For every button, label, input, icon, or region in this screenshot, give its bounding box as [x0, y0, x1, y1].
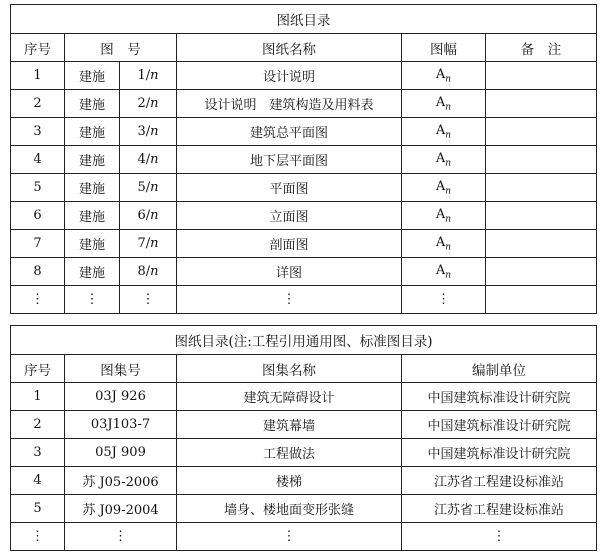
row-prefix: 建施	[65, 174, 120, 202]
row-atlas-no: 苏 J09-2004	[65, 495, 177, 523]
table-row	[11, 90, 597, 118]
row-size	[402, 230, 486, 258]
row-number-text: 7/	[137, 236, 151, 251]
row-org: 中国建筑标准设计研究院	[402, 411, 597, 439]
row-name: 详图	[177, 258, 402, 286]
ellipsis-cell	[486, 286, 597, 314]
row-org: 江苏省工程建设标准站	[402, 467, 597, 495]
row-remark	[486, 174, 597, 202]
ellipsis-row	[11, 286, 597, 314]
row-number-text: 1/	[137, 68, 151, 83]
table-row	[11, 230, 597, 258]
row-number	[120, 174, 177, 202]
row-name: 建筑总平面图	[177, 118, 402, 146]
row-prefix: 建施	[65, 202, 120, 230]
row-prefix: 建施	[65, 258, 120, 286]
row-number-n: n	[150, 96, 159, 111]
row-number	[120, 118, 177, 146]
row-number-text: 8/	[137, 264, 151, 279]
row-seq: 1	[11, 383, 65, 411]
row-size-sub: n	[445, 102, 452, 113]
table-row	[11, 383, 597, 411]
row-size	[402, 62, 486, 90]
row-org: 中国建筑标准设计研究院	[402, 383, 597, 411]
header-seq: 序号	[11, 355, 65, 383]
table-caption: 图纸目录	[11, 5, 597, 34]
row-size	[402, 118, 486, 146]
row-remark	[486, 90, 597, 118]
table-caption: 图纸目录(注:工程引用通用图、标准图目录)	[11, 326, 597, 355]
row-number-n: n	[150, 124, 159, 139]
row-atlas-no: 03J 926	[65, 383, 177, 411]
row-size	[402, 146, 486, 174]
row-name: 设计说明 建筑构造及用料表	[177, 90, 402, 118]
row-size-letter: A	[435, 150, 446, 166]
row-org: 江苏省工程建设标准站	[402, 495, 597, 523]
row-size	[402, 90, 486, 118]
ellipsis-cell: ⋮	[177, 286, 402, 314]
row-seq: 2	[11, 411, 65, 439]
header-seq: 序号	[11, 34, 65, 62]
ellipsis-cell: ⋮	[11, 523, 65, 551]
row-prefix: 建施	[65, 146, 120, 174]
table-row	[11, 467, 597, 495]
row-size-letter: A	[435, 66, 446, 82]
row-remark	[486, 62, 597, 90]
row-seq: 5	[11, 174, 65, 202]
ellipsis-cell: ⋮	[177, 523, 402, 551]
row-seq: 6	[11, 202, 65, 230]
table-row	[11, 495, 597, 523]
row-number	[120, 258, 177, 286]
row-number	[120, 146, 177, 174]
row-seq: 2	[11, 90, 65, 118]
row-size-sub: n	[445, 158, 452, 169]
row-number	[120, 62, 177, 90]
header-drawing-no: 图 号	[65, 34, 177, 62]
row-number-text: 3/	[137, 124, 151, 139]
row-seq: 7	[11, 230, 65, 258]
row-size	[402, 258, 486, 286]
row-seq: 4	[11, 467, 65, 495]
drawing-list-table	[10, 4, 597, 314]
table-row	[11, 258, 597, 286]
row-number-text: 5/	[137, 180, 151, 195]
row-number-text: 6/	[137, 208, 151, 223]
row-size-letter: A	[435, 178, 446, 194]
row-remark	[486, 202, 597, 230]
row-size-letter: A	[435, 262, 446, 278]
header-name: 图纸名称	[177, 34, 402, 62]
header-size: 图幅	[402, 34, 486, 62]
row-atlas-no: 苏 J05-2006	[65, 467, 177, 495]
ellipsis-cell: ⋮	[65, 286, 120, 314]
standard-atlas-table	[10, 325, 597, 551]
header-remark: 备 注	[486, 34, 597, 62]
row-size-letter: A	[435, 206, 446, 222]
row-number-n: n	[150, 236, 159, 251]
header-atlas-name: 图集名称	[177, 355, 402, 383]
row-seq: 8	[11, 258, 65, 286]
row-number-text: 4/	[137, 152, 151, 167]
row-number	[120, 230, 177, 258]
header-atlas-no: 图集号	[65, 355, 177, 383]
row-number	[120, 202, 177, 230]
row-name: 立面图	[177, 202, 402, 230]
row-prefix: 建施	[65, 62, 120, 90]
row-size-sub: n	[445, 130, 452, 141]
row-seq: 1	[11, 62, 65, 90]
row-remark	[486, 118, 597, 146]
row-size-sub: n	[445, 186, 452, 197]
row-size-letter: A	[435, 122, 446, 138]
row-atlas-name: 建筑幕墙	[177, 411, 402, 439]
table-row	[11, 202, 597, 230]
row-number	[120, 90, 177, 118]
row-number-n: n	[150, 208, 159, 223]
row-atlas-name: 建筑无障碍设计	[177, 383, 402, 411]
row-size-letter: A	[435, 94, 446, 110]
row-remark	[486, 230, 597, 258]
row-seq: 3	[11, 118, 65, 146]
ellipsis-cell: ⋮	[120, 286, 177, 314]
row-atlas-no: 03J103-7	[65, 411, 177, 439]
row-number-n: n	[150, 264, 159, 279]
row-seq: 5	[11, 495, 65, 523]
table-row	[11, 118, 597, 146]
row-name: 剖面图	[177, 230, 402, 258]
table-row	[11, 174, 597, 202]
ellipsis-cell: ⋮	[402, 286, 486, 314]
row-seq: 3	[11, 439, 65, 467]
row-size-letter: A	[435, 234, 446, 250]
ellipsis-cell: ⋮	[11, 286, 65, 314]
row-number-n: n	[150, 180, 159, 195]
row-name: 平面图	[177, 174, 402, 202]
row-size-sub: n	[445, 74, 452, 85]
table-row	[11, 62, 597, 90]
row-remark	[486, 258, 597, 286]
header-org: 编制单位	[402, 355, 597, 383]
row-remark	[486, 146, 597, 174]
row-number-n: n	[150, 152, 159, 167]
row-size-sub: n	[445, 214, 452, 225]
ellipsis-cell: ⋮	[65, 523, 177, 551]
row-name: 地下层平面图	[177, 146, 402, 174]
row-prefix: 建施	[65, 90, 120, 118]
row-prefix: 建施	[65, 230, 120, 258]
row-size	[402, 174, 486, 202]
ellipsis-cell: ⋮	[402, 523, 597, 551]
row-size	[402, 202, 486, 230]
row-org: 中国建筑标准设计研究院	[402, 439, 597, 467]
row-seq: 4	[11, 146, 65, 174]
ellipsis-row	[11, 523, 597, 551]
table-row	[11, 411, 597, 439]
row-number-text: 2/	[137, 96, 151, 111]
row-atlas-name: 墙身、楼地面变形张缝	[177, 495, 402, 523]
row-size-sub: n	[445, 270, 452, 281]
row-name: 设计说明	[177, 62, 402, 90]
row-size-sub: n	[445, 242, 452, 253]
row-atlas-name: 楼梯	[177, 467, 402, 495]
row-prefix: 建施	[65, 118, 120, 146]
table-row	[11, 146, 597, 174]
row-atlas-name: 工程做法	[177, 439, 402, 467]
table-row	[11, 439, 597, 467]
row-atlas-no: 05J 909	[65, 439, 177, 467]
row-number-n: n	[150, 68, 159, 83]
